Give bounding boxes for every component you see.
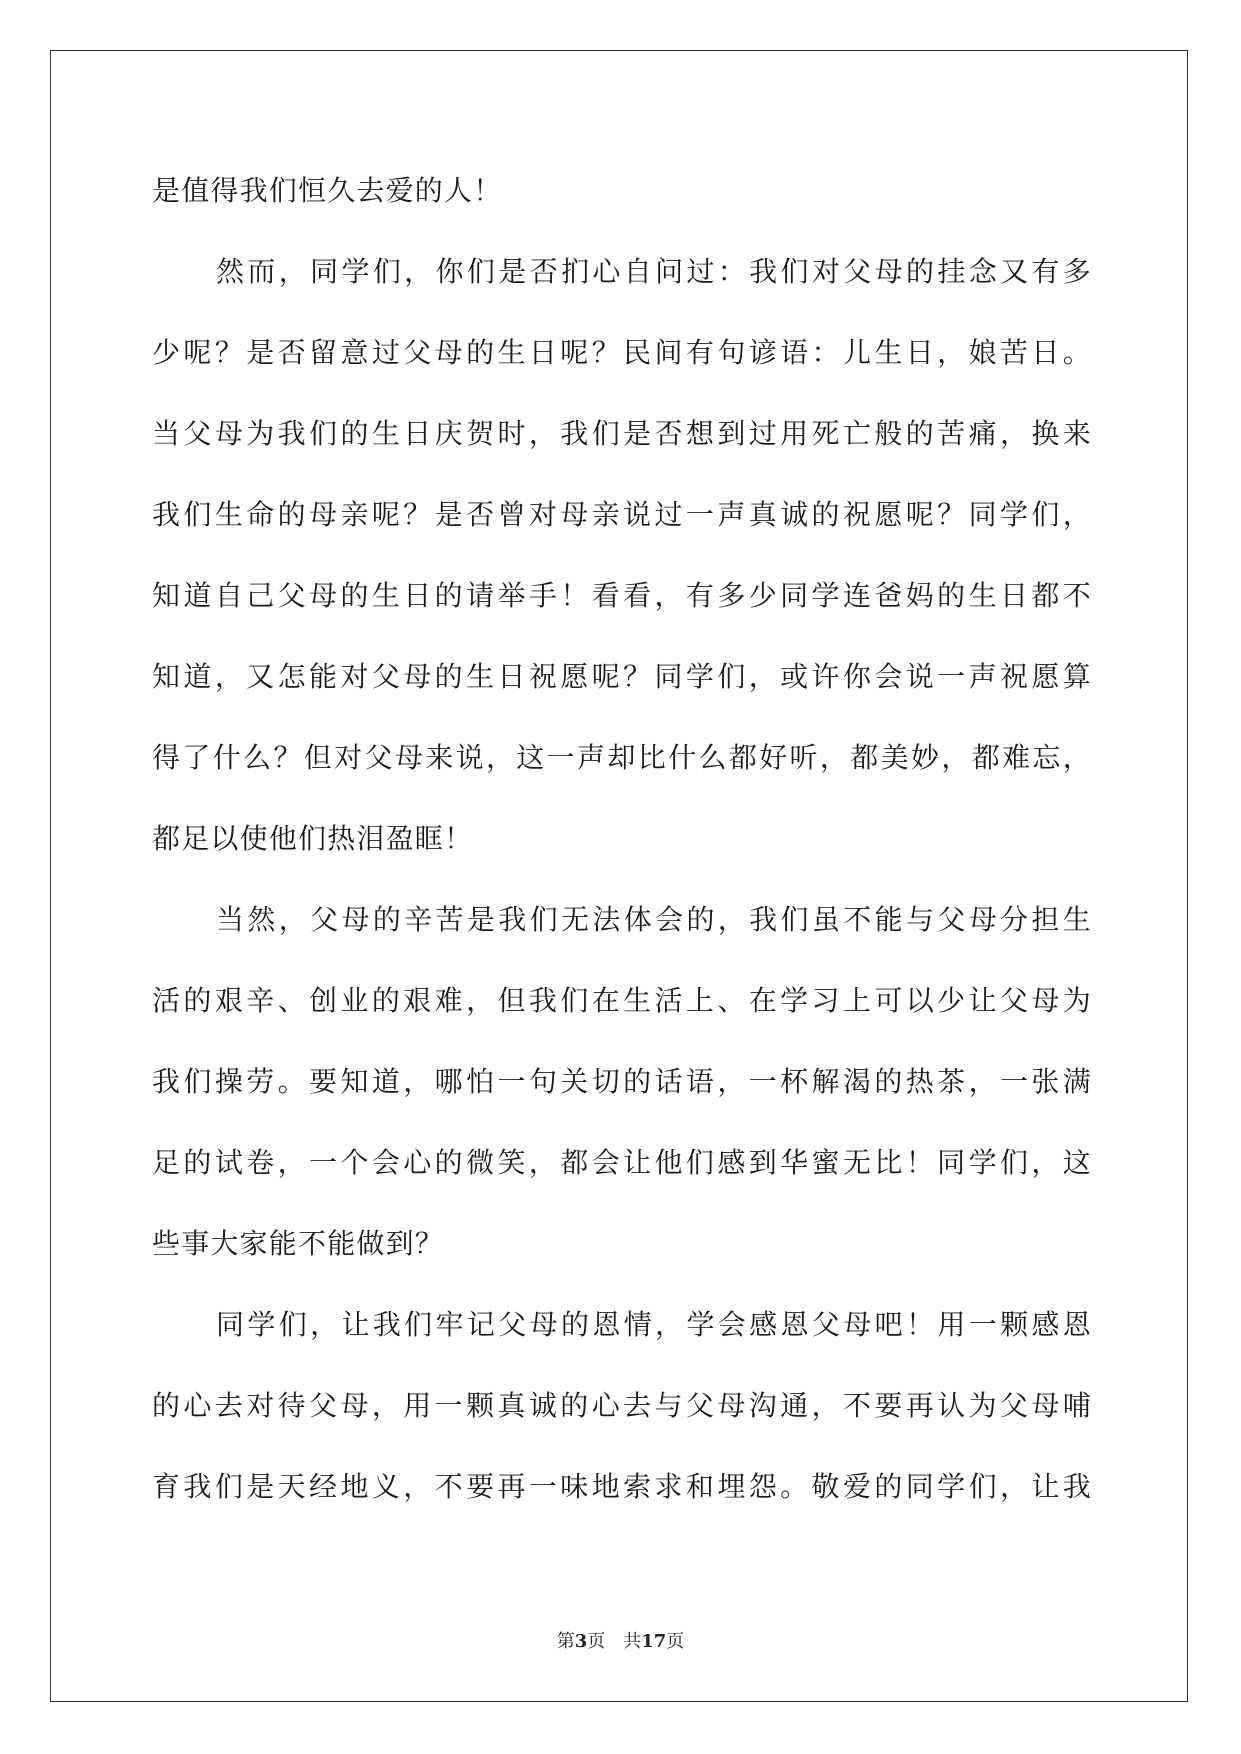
- text-line: 得了什么？但对父母来说，这一声却比什么都好听，都美妙，都难忘，: [152, 741, 1092, 774]
- text-line: 知道自己父母的生日的请举手！看看，有多少同学连爸妈的生日都不: [152, 579, 1092, 612]
- text-line: 我们生命的母亲呢？是否曾对母亲说过一声真诚的祝愿呢？同学们，: [152, 498, 1092, 531]
- footer-page-suffix: 页: [587, 1631, 606, 1652]
- text-line: 足的试卷，一个会心的微笑，都会让他们感到华蜜无比！同学们，这: [152, 1146, 1092, 1179]
- footer-page-number: 3: [574, 1631, 588, 1652]
- footer-total-prefix: 共: [623, 1631, 642, 1652]
- text-line: 当然，父母的辛苦是我们无法体会的，我们虽不能与父母分担生: [216, 903, 1092, 936]
- text-line: 些事大家能不能做到？: [152, 1227, 445, 1260]
- footer-total-pages: 17: [641, 1631, 667, 1652]
- text-line: 知道，又怎能对父母的生日祝愿呢？同学们，或许你会说一声祝愿算: [152, 660, 1092, 693]
- text-line: 是值得我们恒久去爱的人！: [152, 174, 503, 207]
- footer-page-prefix: 第: [556, 1631, 575, 1652]
- text-line: 活的艰辛、创业的艰难，但我们在生活上、在学习上可以少让父母为: [152, 984, 1092, 1017]
- text-line: 都足以使他们热泪盈眶！: [152, 822, 474, 855]
- text-line: 同学们，让我们牢记父母的恩情，学会感恩父母吧！用一颗感恩: [216, 1308, 1092, 1341]
- text-line: 当父母为我们的生日庆贺时，我们是否想到过用死亡般的苦痛，换来: [152, 417, 1092, 450]
- text-line: 我们操劳。要知道，哪怕一句关切的话语，一杯解渴的热茶，一张满: [152, 1065, 1092, 1098]
- footer-total-suffix: 页: [666, 1631, 685, 1652]
- text-line: 育我们是天经地义，不要再一味地索求和埋怨。敬爱的同学们，让我: [152, 1470, 1092, 1503]
- document-body: [152, 150, 1092, 1527]
- text-line: 少呢？是否留意过父母的生日呢？民间有句谚语：儿生日，娘苦日。: [152, 336, 1092, 369]
- page-footer: [0, 1627, 1241, 1653]
- text-line: 然而，同学们，你们是否扪心自问过：我们对父母的挂念又有多: [216, 255, 1092, 288]
- text-line: 的心去对待父母，用一颗真诚的心去与父母沟通，不要再认为父母哺: [152, 1389, 1092, 1422]
